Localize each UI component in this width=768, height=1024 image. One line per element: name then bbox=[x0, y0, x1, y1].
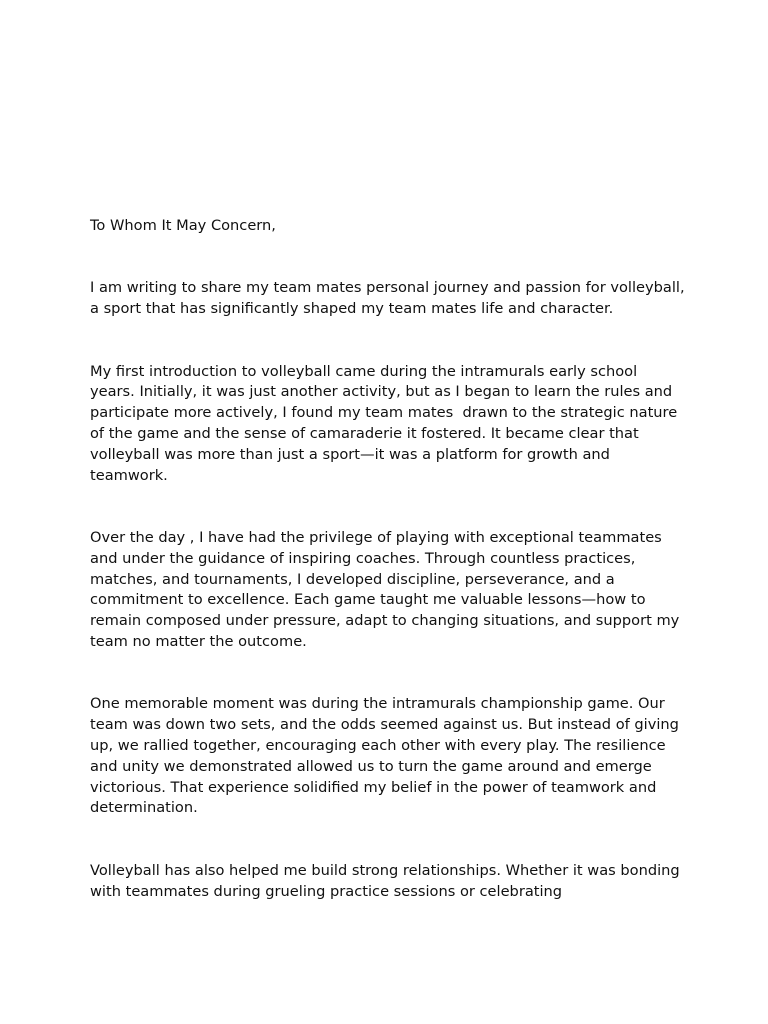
paragraph-memorable-moment: One memorable moment was during the intramurals championship game. Our team was down two sets, and the odds seemed against us. But instead of giving up, we rallied together, encouraging each other with every play. The resilience and unity we demonstrated allowed us to turn the game around and emerge victorious. That experience solidified my belief in the power of teamwork and determination. bbox=[90, 695, 684, 817]
paragraph-intro: I am writing to share my team mates personal journey and passion for volleyball, a sport that has significantly shaped my team mates life and character. bbox=[90, 279, 690, 318]
paragraph-privilege: Over the day , I have had the privilege of playing with exceptional teammates and under the guidance of inspiring coaches. Through countless practices, matches, and tournaments, I developed discipline, perseverance, and a commitment to excellence. Each game taught me valuable lessons—how to remain composed under pressure, adapt to changing situations, and support my team no matter the outcome. bbox=[90, 528, 684, 650]
letter-body bbox=[90, 216, 690, 944]
paragraph-first-introduction: My first introduction to volleyball came during the intramurals early school years. Initially, it was just another activity, but as I began to learn the rules and participate more actively, I found my team mates drawn to the strategic nature of the game and the sense of camaraderie it fostered. It became clear that volleyball was more than just a sport—it was a platform for growth and teamwork. bbox=[90, 362, 682, 484]
salutation: To Whom It May Concern, bbox=[90, 217, 276, 234]
paragraph-relationships: Volleyball has also helped me build strong relationships. Whether it was bonding with teammates during grueling practice sessions or celebrating bbox=[90, 861, 685, 900]
